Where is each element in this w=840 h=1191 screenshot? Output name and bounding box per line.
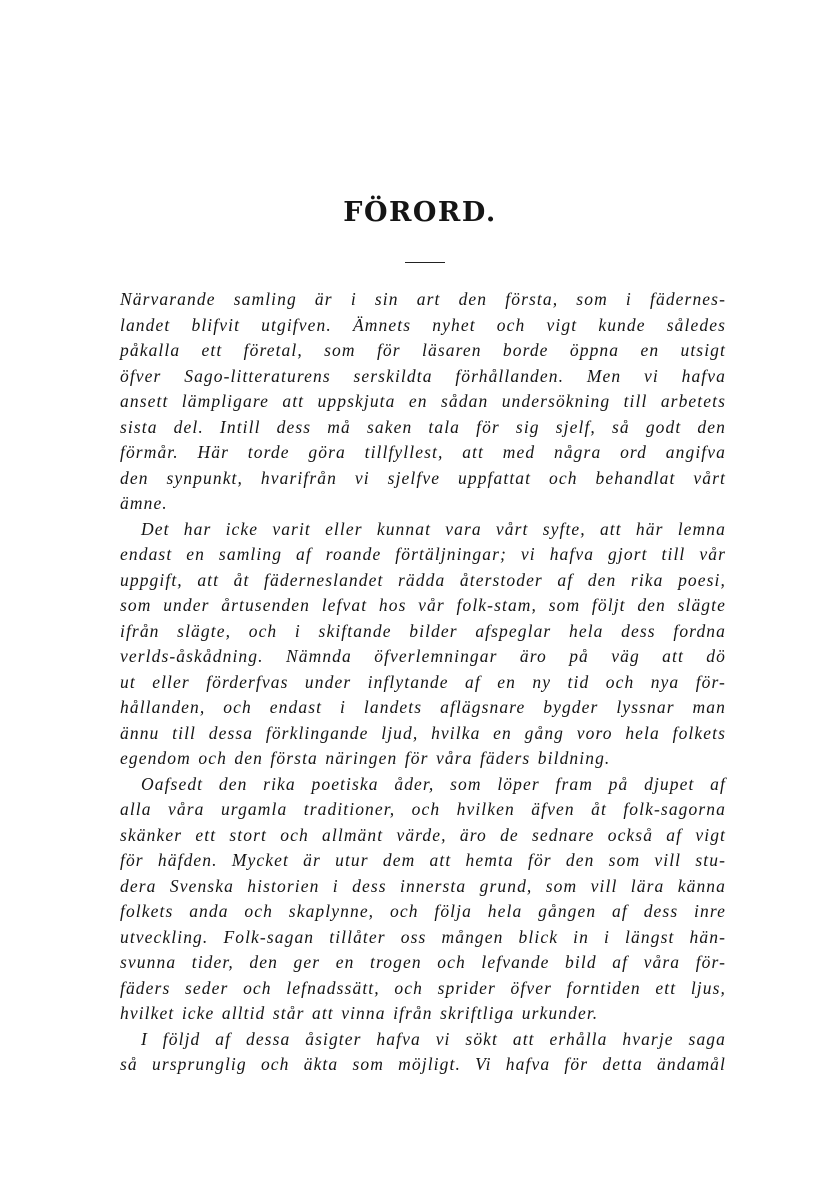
text-line: egendom och den första näringen för våra fäders bildning. <box>120 748 611 768</box>
text-line: Det har icke varit eller kunnat vara vårt syfte, att här lemna <box>141 518 726 539</box>
text-line: utveckling. Folk-sagan tillåter oss mången blick in i längst hän- <box>120 926 726 947</box>
text-line: endast en samling af roande förtäljningar; vi hafva gjort till vår <box>120 544 726 564</box>
text-line: I följd af dessa åsigter hafva vi sökt att erhålla hvarje saga <box>141 1028 726 1049</box>
text-line: uppgift, att åt fäderneslandet rädda återstoder af den rika poesi, <box>120 569 726 590</box>
text-line: förmår. Här torde göra tillfyllest, att med några ord angifva <box>120 442 726 462</box>
text-line: skänker ett stort och allmänt värde, äro de sednare också af vigt <box>120 824 726 845</box>
text-line: alla våra urgamla traditioner, och hvilken äfven åt folk-sagorna <box>120 799 726 819</box>
text-line: Oafsedt den rika poetiska åder, som löper fram på djupet af <box>141 773 726 794</box>
paragraph-3 <box>120 772 726 1027</box>
paragraph-4 <box>120 1027 726 1078</box>
text-line: dera Svenska historien i dess innersta grund, som vill lära känna <box>120 875 726 896</box>
text-line: den synpunkt, hvarifrån vi sjelfve uppfattat och behandlat vårt <box>120 467 726 488</box>
text-line: påkalla ett företal, som för läsaren borde öppna en utsigt <box>120 340 726 360</box>
text-line: hållanden, och endast i landets aflägsnare bygder lyssnar man <box>120 697 726 717</box>
preface-body <box>120 287 726 1078</box>
text-line: ansett lämpligare att uppskjuta en sådan undersökning till arbetets <box>120 391 726 411</box>
text-line: så ursprunglig och äkta som möjligt. Vi hafva för detta ändamål <box>120 1054 726 1074</box>
paragraph-1 <box>120 287 726 517</box>
text-line: för häfden. Mycket är utur dem att hemta för den som vill stu- <box>120 850 726 870</box>
text-line: ännu till dessa förklingande ljud, hvilka en gång voro hela folkets <box>120 722 726 743</box>
text-line: landet blifvit utgifven. Ämnets nyhet och vigt kunde således <box>120 314 726 335</box>
text-line: verlds-åskådning. Nämnda öfverlemningar äro på väg att dö <box>120 646 726 666</box>
paragraph-2 <box>120 517 726 772</box>
text-line: sista del. Intill dess må saken tala för sig sjelf, så godt den <box>120 416 726 437</box>
text-line: ämne. <box>120 493 168 513</box>
text-line: som under årtusenden lefvat hos vår folk-stam, som följt den slägte <box>120 595 726 615</box>
text-line: Närvarande samling är i sin art den första, som i fädernes- <box>120 289 726 309</box>
text-line: hvilket icke alltid står att vinna ifrån skriftliga urkunder. <box>120 1003 599 1023</box>
text-line: öfver Sago-litteraturens serskildta förhållanden. Men vi hafva <box>120 365 726 386</box>
text-line: folkets anda och skaplynne, och följa hela gången af dess inre <box>120 901 726 921</box>
page-heading: FÖRORD. <box>343 197 497 228</box>
text-line: ut eller förderfvas under inflytande af en ny tid och nya för- <box>120 671 726 692</box>
text-line: ifrån slägte, och i skiftande bilder afspeglar hela dess fordna <box>120 620 726 641</box>
heading-divider <box>405 262 445 263</box>
text-line: svunna tider, den ger en trogen och lefvande bild af våra för- <box>120 952 726 972</box>
text-line: fäders seder och lefnadssätt, och sprider öfver forntiden ett ljus, <box>120 977 726 998</box>
